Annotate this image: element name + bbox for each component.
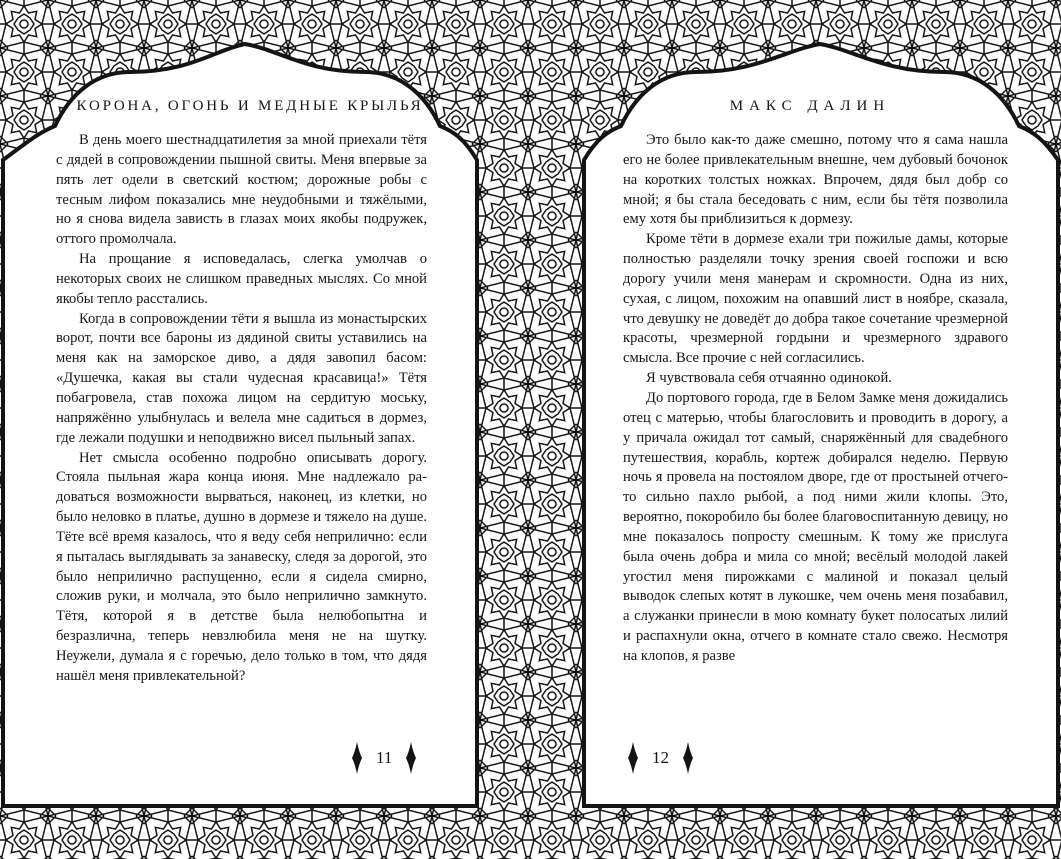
page-number: 12 (652, 748, 669, 767)
paragraph: Я чувствовала себя отчаянно одинокой. (646, 370, 892, 387)
paragraph: В день моего шестнадцатилетия за мной приехали тётя с дядей в сопровождении пышной свиты. Меня впервые за пять лет одели в светский костюм; дорожные робы с тесным лифом показались мне неудобными и тяжёлыми, но я снова видела зависть в глазах моих якобы подружек, оттого промолчала. (56, 132, 427, 248)
right-page-body (623, 131, 1008, 667)
right-running-head: МАКС ДАЛИН (729, 98, 891, 114)
paragraph: Когда в сопровождении тёти я вышла из монастырских ворот, почти все бароны из дядиной свиты уставились на меня как на заморское диво, а дядя завопил басом: «Душечка, какая вы стали чудесная красавица!» Тётя побагровела, став похожа лицом на сердитую моську, напряжённо улыбнулась и велела мне садиться в дормез, где лежали подушки и неподвижно висел пыльный запах. (56, 310, 427, 446)
paragraph: Нет смысла особенно подробно описывать дорогу. Стояла пыльная жара конца июня. Мне надлежало радоваться возможности вырваться, наконец, из клетки, но было неловко в платье, душно в дормезе и тяжело на душе. Тёте всё время казалось, что я веду себя неприлично: если я пыталась выглядывать за занавеску, следя за дорогой, это было неприлично распущенно, если я сидела смирно, сложив руки, и молчала, это было неприлично замкнуто. Тётя, которой я в детстве была нелюбопытна и безразлична, теперь невзлюбила меня не на шутку. Неужели, думала я с горечью, дело только в том, что дядя нашёл меня привлекательной? (56, 449, 427, 684)
ornament-right-icon (683, 742, 693, 774)
ornament-right-icon (406, 742, 416, 774)
page-number: 11 (376, 748, 393, 767)
paragraph: До портового города, где в Белом Замке меня дожидались отец с матерью, чтобы благословить и проводить в дорогу, а у причала ожидал тот самый, снаряжённый для свадебного путешествия, корабль, кортеж добирался неделю. Первую ночь я провела на постоялом дворе, где от простыней отчего-то сильно пахло рыбой, а под ними жили клопы. Это, вероятно, покоробило бы более благовоспитанную девицу, но мне показалось попросту смешным. К тому же прислуга была очень добра и мила со мной; весёлый молодой лакей угостил меня пирожками с малиной и показал целый выводок слепых котят в лукошке, чем очень меня позабавил, а служанки принесли в мою комнату букет полосатых лилий и распахнули окна, отчего в комнате стало свежо. Несмотря на клопов, я разве (623, 389, 1008, 664)
paragraph: Это было как-то даже смешно, потому что я сама нашла его не более привлекательным внешне, чем дубовый бочонок на коротких толстых ножках. Впрочем, дядя был добр со мной; я бы стала беседовать с ним, если бы тётя позволила ему хотя бы приблизиться к дормезу. (623, 132, 1008, 228)
ornament-left-icon (352, 742, 362, 774)
paragraph: На прощание я исповедалась, слегка умолчав о некоторых своих не слишком праведных мыслях. Со мной якобы тепло расстались. (56, 251, 427, 307)
left-running-head: КОРОНА, ОГОНЬ И МЕДНЫЕ КРЫЛЬЯ (76, 98, 424, 114)
left-page-body (56, 131, 427, 687)
left-page-folio (352, 742, 416, 774)
right-page-folio (628, 742, 693, 774)
ornament-left-icon (628, 742, 638, 774)
paragraph: Кроме тёти в дормезе ехали три пожилые дамы, которые полностью разделяли точку зрения своей госпожи и всю дорогу учили меня манерам и скромности. Одна из них, сухая, с лицом, похожим на опавший лист в ноябре, сказала, что девушку не доведёт до добра такое сочетание чрезмерной красоты, чрезмерной гордыни и чрезмерного здравого смысла. Все прочие с ней согласились. (623, 231, 1008, 367)
